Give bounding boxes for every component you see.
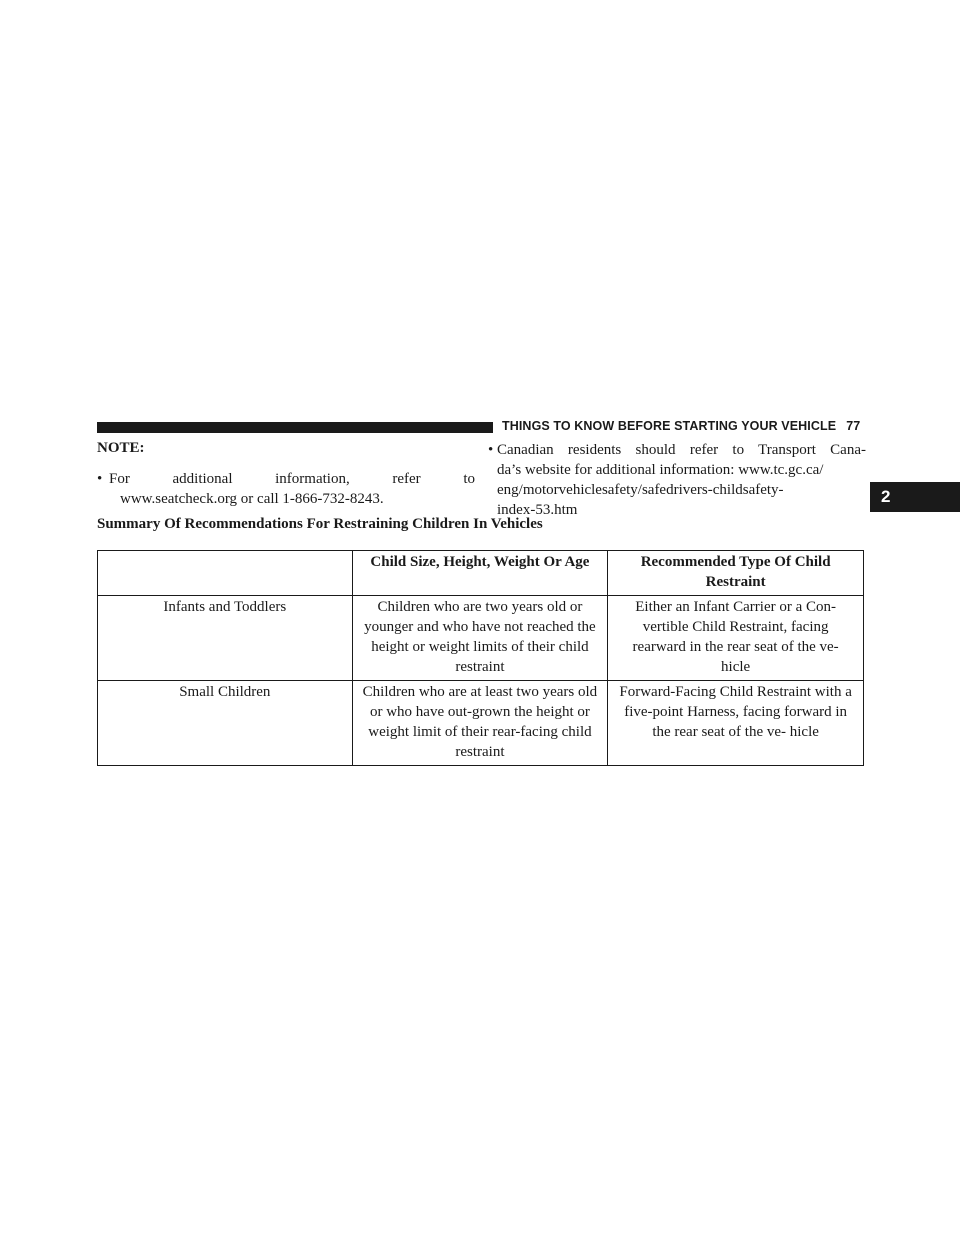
table-header-cell: [98, 551, 353, 596]
table-cell: Infants and Toddlers: [98, 596, 353, 681]
recommendations-table: [97, 550, 864, 766]
note-bullet-transport-canada: [488, 440, 866, 520]
table-cell: Either an Infant Carrier or a Con- vertible Child Restraint, facing rearward in the rear seat of the ve- hicle: [608, 596, 864, 681]
table-header-cell: Child Size, Height, Weight Or Age: [352, 551, 608, 596]
table-title: Summary Of Recommendations For Restraining Children In Vehicles: [97, 516, 543, 532]
bullet-text-line: index-53.htm: [497, 502, 578, 518]
note-bullet-seatcheck: [97, 469, 475, 509]
table-row: [98, 681, 864, 766]
header-section-title: THINGS TO KNOW BEFORE STARTING YOUR VEHICLE: [502, 419, 837, 433]
header-rule: [97, 422, 493, 433]
bullet-marker: •: [97, 471, 103, 487]
chapter-tab: 2: [870, 482, 960, 512]
bullet-text-line: For additional information, refer to: [109, 471, 475, 487]
bullet-marker: •: [488, 442, 494, 458]
table-cell: Forward-Facing Child Restraint with a five-point Harness, facing forward in the rear seat of the ve- hicle: [608, 681, 864, 766]
running-header: [502, 419, 860, 433]
table-row: [98, 596, 864, 681]
note-label: NOTE:: [97, 440, 145, 456]
table-header-cell: Recommended Type Of Child Restraint: [608, 551, 864, 596]
bullet-text-line: www.seatcheck.org or call 1-866-732-8243.: [120, 491, 384, 507]
table-header-row: [98, 551, 864, 596]
bullet-text-line: da’s website for additional information: www.tc.gc.ca/: [497, 462, 824, 478]
bullet-text-line: eng/motorvehiclesafety/safedrivers-childsafety-: [497, 482, 784, 498]
table-cell: Children who are at least two years old or who have out-grown the height or weight limit of their rear-facing child restraint: [352, 681, 608, 766]
table-cell: Small Children: [98, 681, 353, 766]
table-cell: Children who are two years old or younger and who have not reached the height or weight limits of their child restraint: [352, 596, 608, 681]
bullet-text-line: Canadian residents should refer to Transport Cana-: [497, 442, 866, 458]
page-number: 77: [846, 419, 861, 433]
